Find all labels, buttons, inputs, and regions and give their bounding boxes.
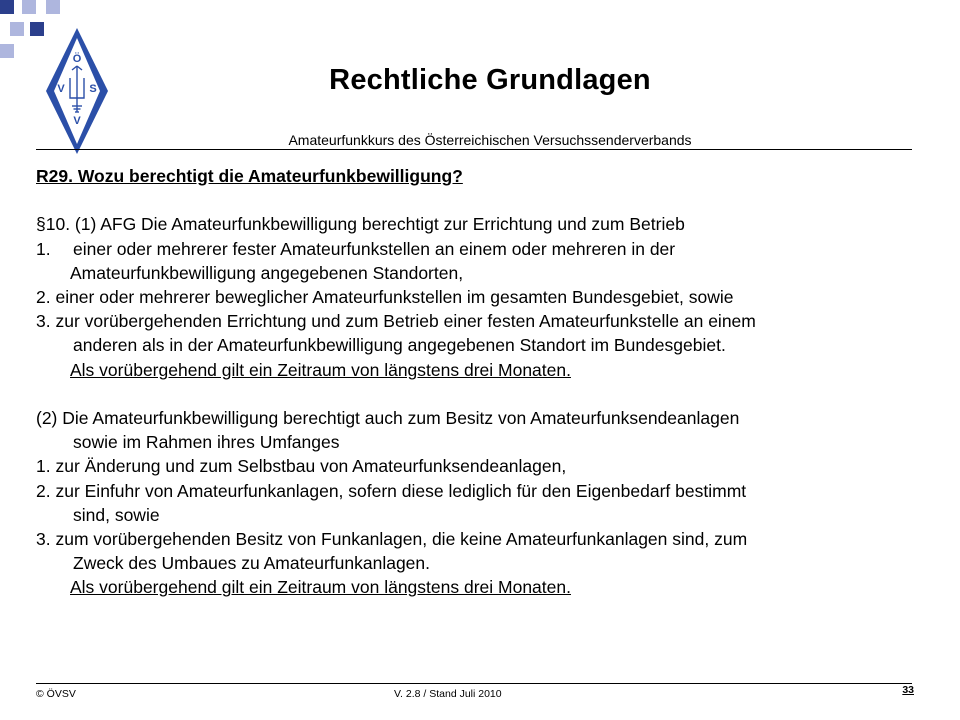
slide-body [36,164,926,600]
page-number: 33 [902,684,914,696]
logo-letter-o: Ö [72,53,82,65]
list-item: 1. zur Änderung und zum Selbstbau von Amateurfunksendeanlagen, [36,456,567,477]
slide-subtitle: Amateurfunkkurs des Österreichischen Versuchssenderverbands [288,132,692,148]
list-text-continuation: Zweck des Umbaues zu Amateurfunkanlagen. [73,553,430,574]
spacer [36,382,926,406]
para2-intro: (2) Die Amateurfunkbewilligung berechtigt auch zum Besitz von Amateurfunksendeanlagen [36,408,740,428]
footer-divider [36,683,912,684]
footer-version: V. 2.8 / Stand Juli 2010 [394,688,502,700]
decor-square [30,22,44,36]
note-underlined: Als vorübergehend gilt ein Zeitraum von längstens drei Monaten. [70,577,571,598]
decor-square [46,0,60,14]
list-item: 2. zur Einfuhr von Amateurfunkanlagen, sofern diese lediglich für den Eigenbedarf bestimmt [36,480,747,501]
decor-square [0,0,14,14]
footer-copyright: © ÖVSV [36,688,76,700]
list-item: 3. zur vorübergehenden Errichtung und zum Betrieb einer festen Amateurfunkstelle an einem [36,311,756,332]
decor-square [10,22,24,36]
header-divider [36,149,912,150]
question-heading: R29. Wozu berechtigt die Amateurfunkbewilligung? [36,166,463,186]
list-item: 2. einer oder mehrerer beweglicher Amateurfunkstellen im gesamten Bundesgebiet, sowie [36,287,734,307]
note-underlined: Als vorübergehend gilt ein Zeitraum von längstens drei Monaten. [70,359,571,380]
para1-intro: §10. (1) AFG Die Amateurfunkbewilligung berechtigt zur Errichtung und zum Betrieb [36,214,685,235]
logo-letter-v-left: V [57,83,65,95]
list-item [36,237,926,261]
decor-square [22,0,36,14]
para2-intro-continuation: sowie im Rahmen ihres Umfanges [73,432,340,453]
spacer [36,188,926,212]
list-number: 1. [36,238,51,259]
list-text-continuation: Amateurfunkbewilligung angegebenen Standorten, [70,262,464,283]
list-text-continuation: sind, sowie [73,504,160,525]
list-item: 3. zum vorübergehenden Besitz von Funkanlagen, die keine Amateurfunkanlagen sind, zum [36,529,748,550]
logo-letter-v-bottom: V [73,115,81,127]
logo-letter-s: S [89,83,97,95]
decor-square [0,44,14,58]
list-text: einer oder mehrerer fester Amateurfunkstellen an einem oder mehreren in der [73,238,676,259]
list-text-continuation: anderen als in der Amateurfunkbewilligung angegebenen Standort im Bundesgebiet. [73,335,726,356]
slide-title: Rechtliche Grundlagen [329,64,651,96]
oevsv-logo [44,26,110,156]
